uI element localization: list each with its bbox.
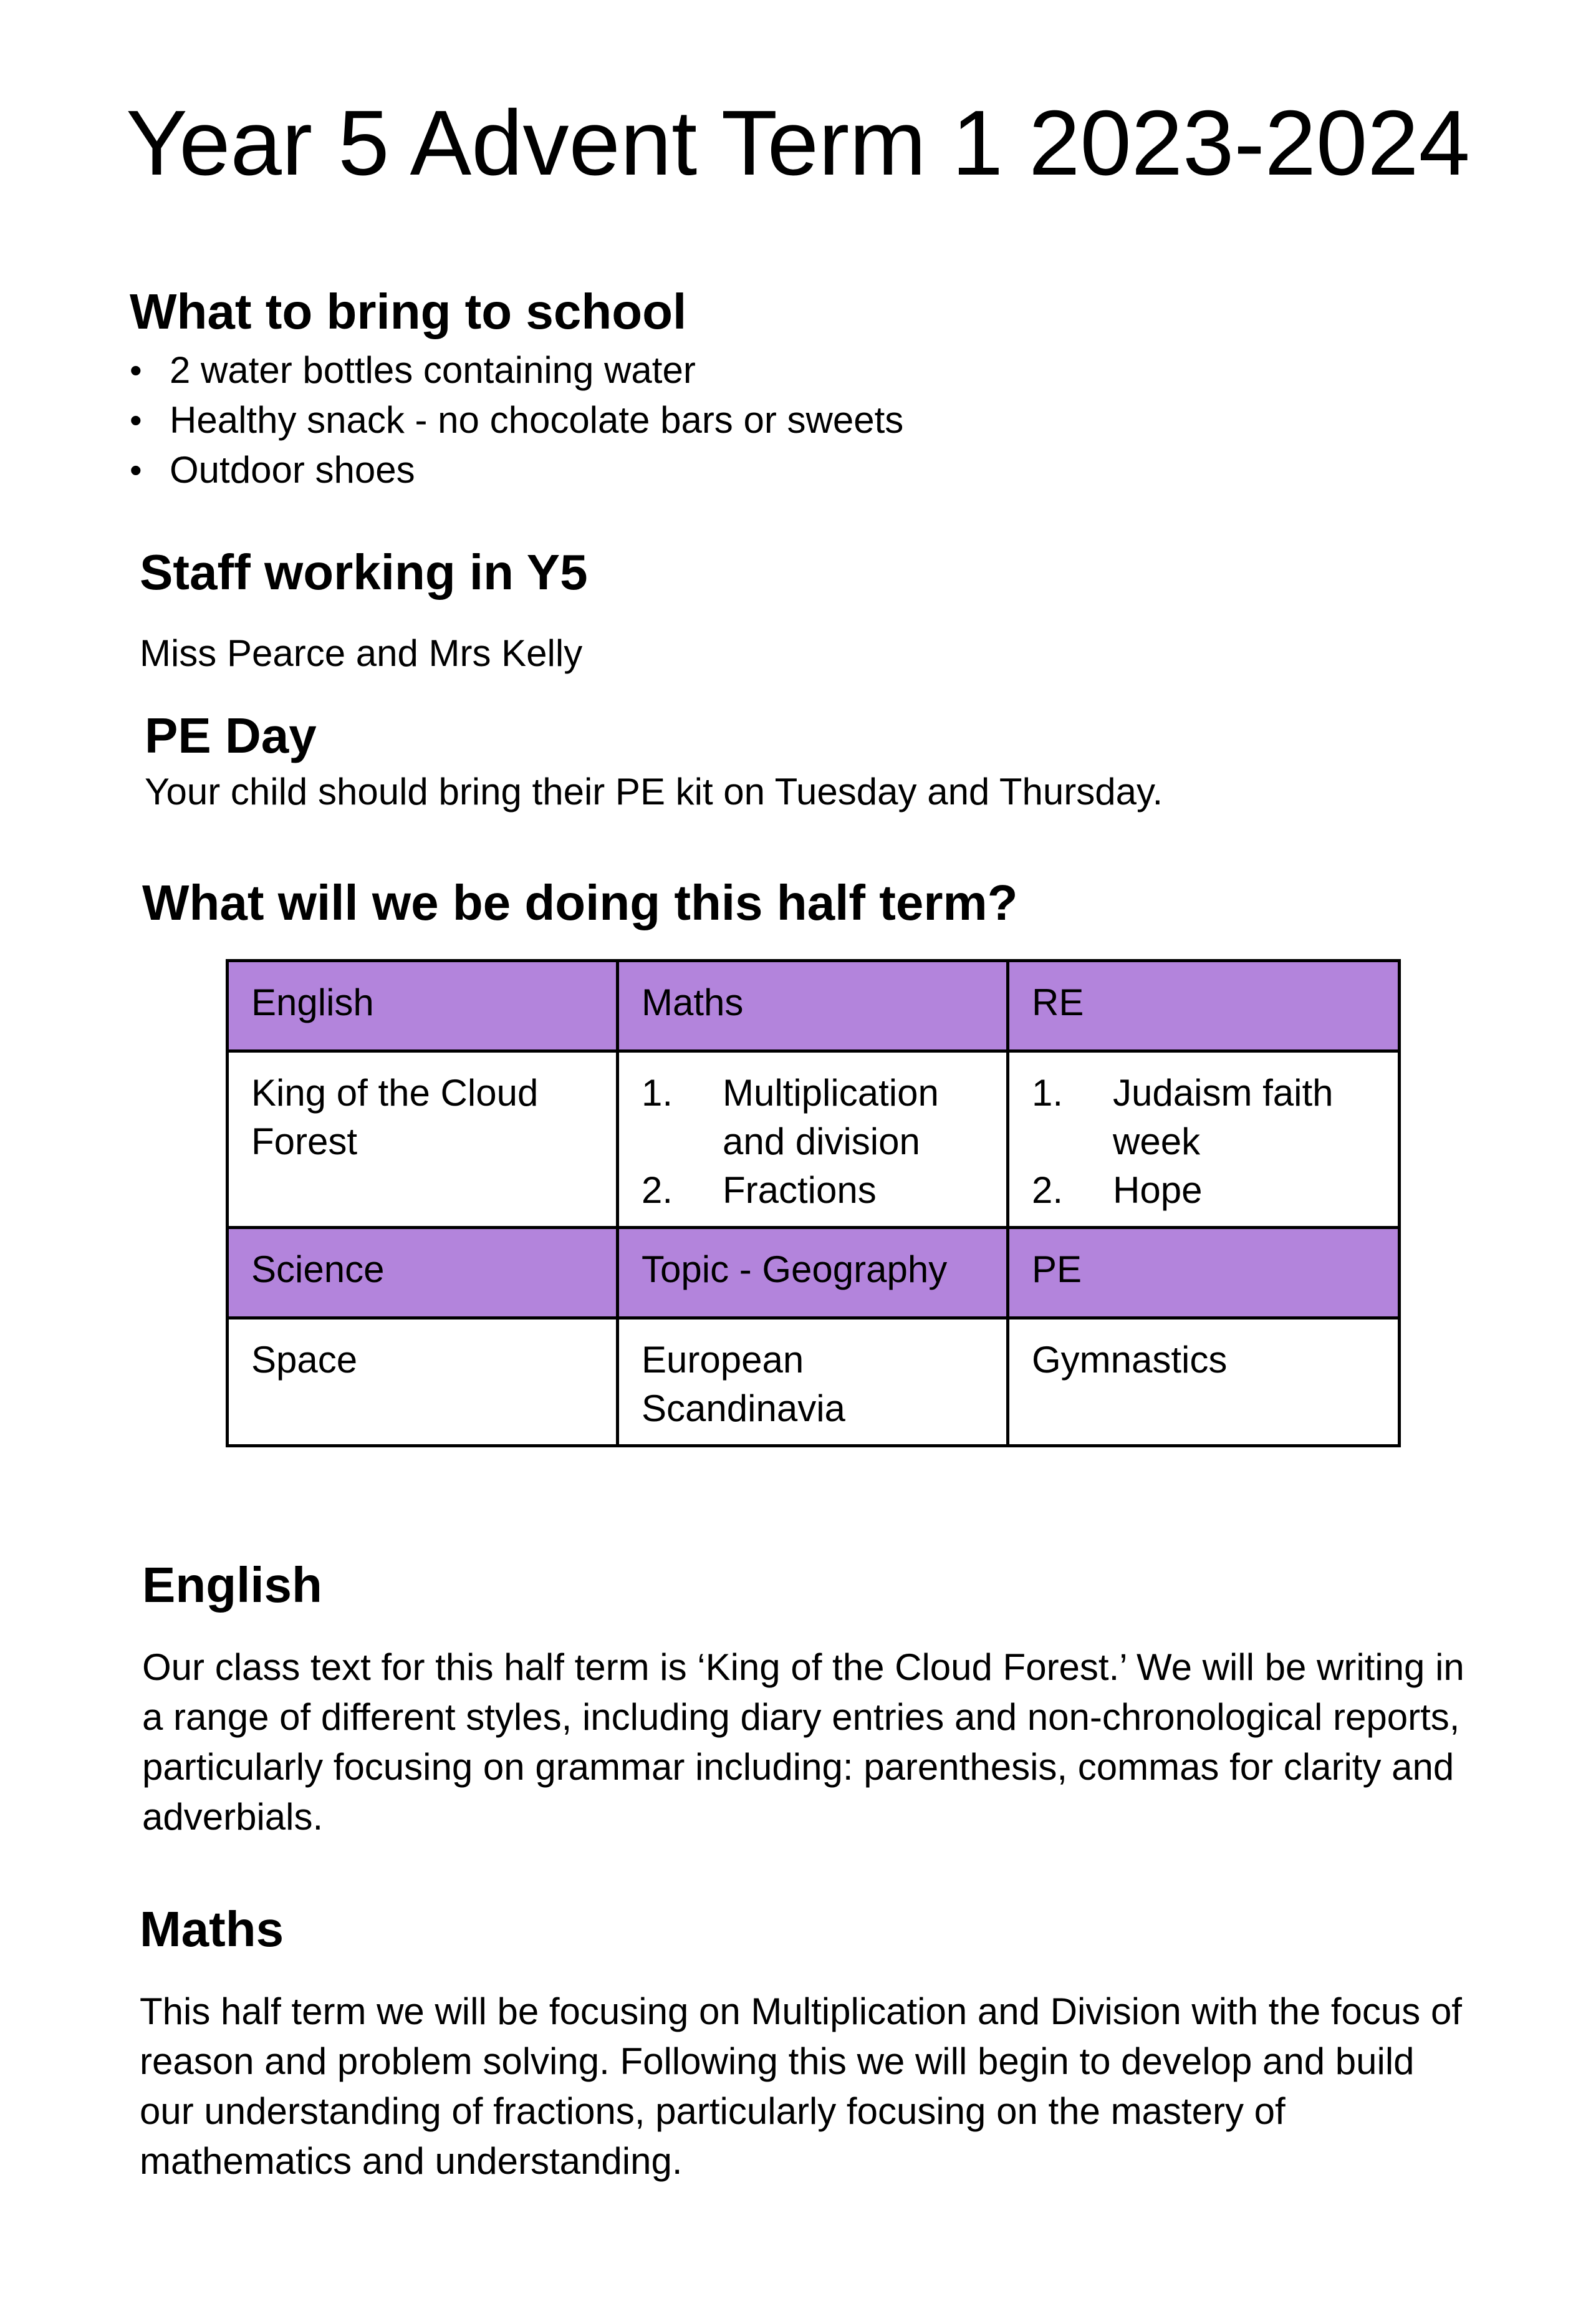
page-title: Year 5 Advent Term 1 2023-2024 [126,92,1470,195]
maths-text: This half term we will be focusing on Multiplication and Division with the focus of reason and problem solving. Following this we will begin to develop and build our understanding of fractions, particularly focusing on the mastery of mathematics and understanding. [140,1990,1462,2182]
table-header-cell: PE [1008,1228,1400,1318]
bring-heading: What to bring to school [130,284,687,339]
bring-item: • Outdoor shoes [130,445,903,495]
table-cell-re [1008,1051,1400,1228]
subjects-table [226,959,1401,1447]
table-row [228,1318,1400,1446]
pe-day-text: Your child should bring their PE kit on Tuesday and Thursday. [145,771,1163,813]
table-header-cell: RE [1008,961,1400,1051]
english-heading: English [142,1557,322,1613]
table-header-row [228,1228,1400,1318]
list-item: 2. Fractions [642,1169,877,1211]
list-item: 1. Multiplication and division [642,1072,939,1162]
table-header-cell: Science [228,1228,618,1318]
table-header-cell: Maths [618,961,1008,1051]
table-cell-english: King of the Cloud Forest [228,1051,618,1228]
table-cell-pe: Gymnastics [1008,1318,1400,1446]
maths-topic-list [642,1069,984,1215]
bring-item: • Healthy snack - no chocolate bars or sweets [130,395,903,445]
table-cell-maths [618,1051,1008,1228]
bullet-icon: • [130,450,142,490]
maths-heading: Maths [140,1901,284,1957]
table-header-row [228,961,1400,1051]
table-cell-geography: European Scandinavia [618,1318,1008,1446]
bullet-icon: • [130,350,142,390]
re-topic-list [1032,1069,1375,1215]
list-item: 1. Judaism faith week [1032,1072,1334,1162]
bring-list [130,345,903,495]
staff-heading: Staff working in Y5 [140,544,588,600]
bullet-icon: • [130,400,142,440]
english-text: Our class text for this half term is ‘King of the Cloud Forest.’ We will be writing in a range of different styles, including diary entries and non-chronological reports, particularly focusing on grammar including: parenthesis, commas for clarity and adverbials. [142,1646,1464,1838]
list-item: 2. Hope [1032,1169,1203,1211]
half-term-heading: What will we be doing this half term? [142,875,1018,930]
bring-item: • 2 water bottles containing water [130,345,903,395]
table-header-cell: Topic - Geography [618,1228,1008,1318]
table-header-cell: English [228,961,618,1051]
staff-text: Miss Pearce and Mrs Kelly [140,632,583,674]
pe-day-heading: PE Day [145,708,317,763]
table-cell-science: Space [228,1318,618,1446]
table-row [228,1051,1400,1228]
